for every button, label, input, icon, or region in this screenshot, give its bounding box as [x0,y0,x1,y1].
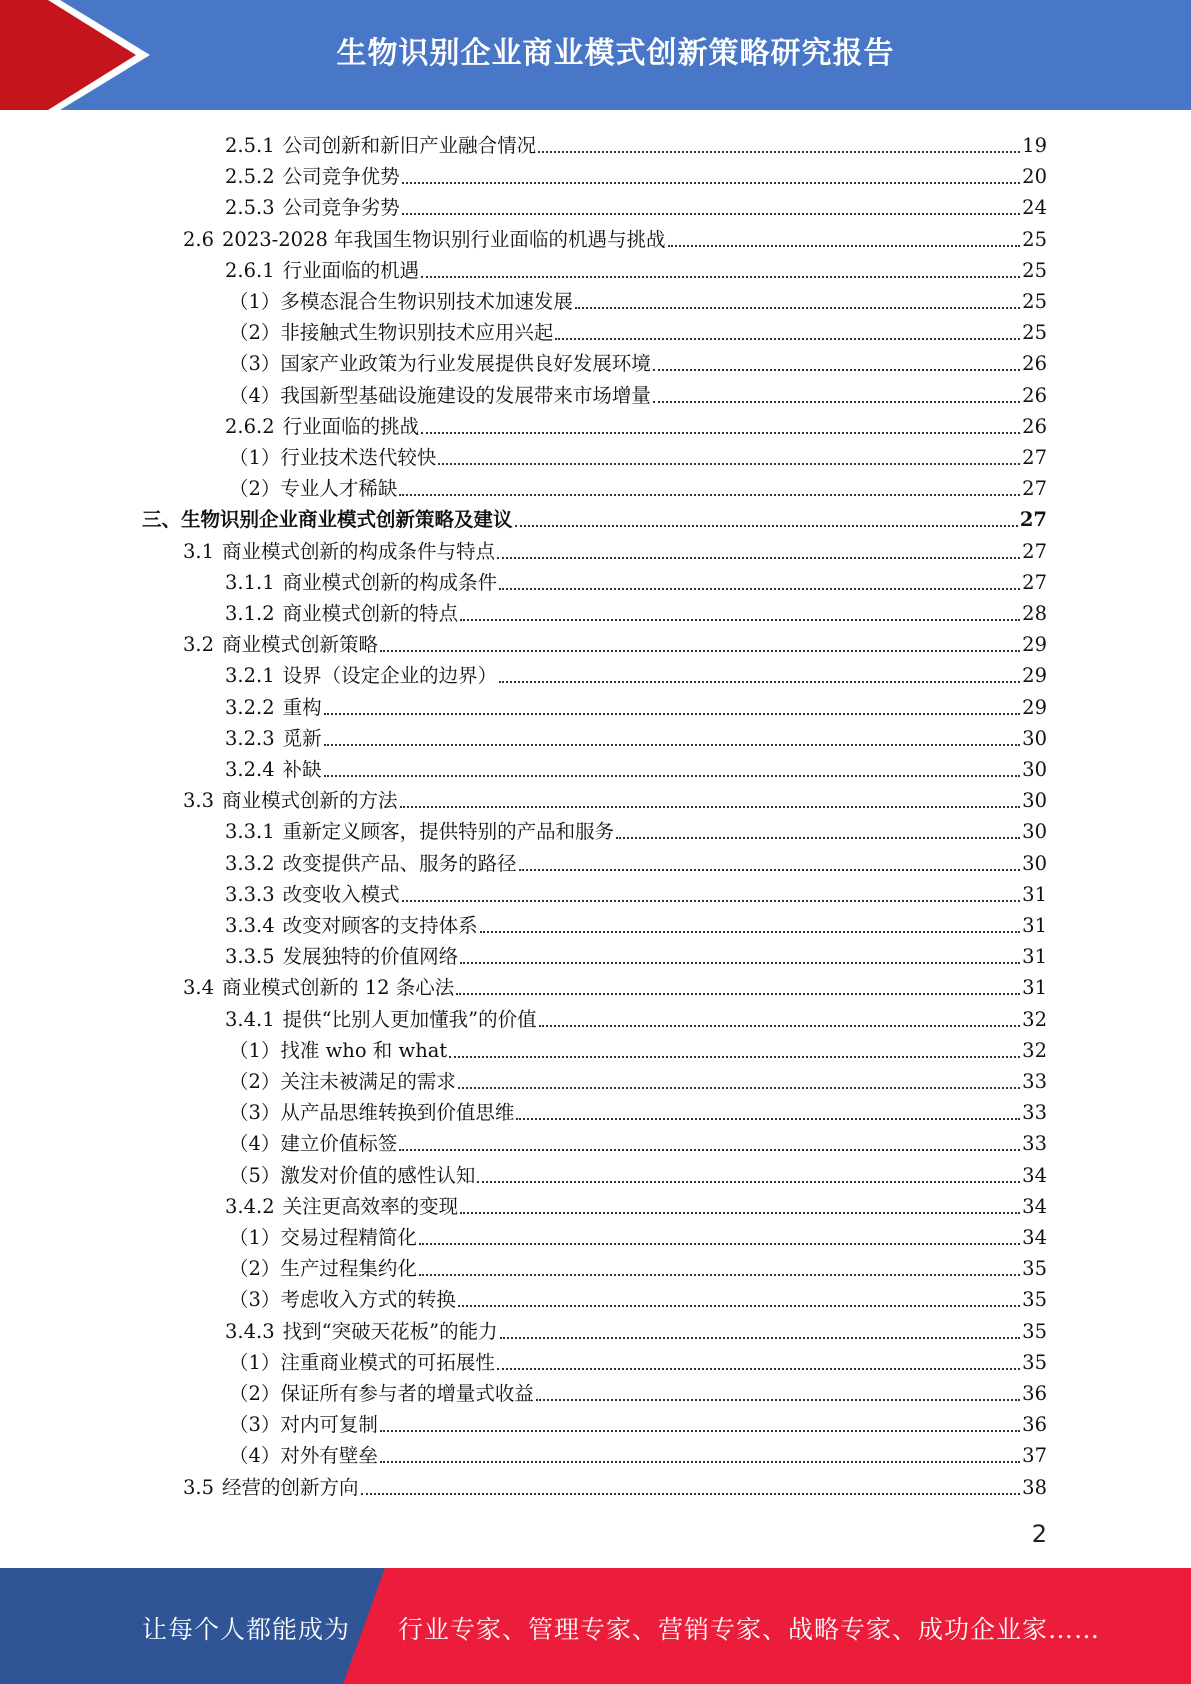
toc-entry-number: 3.2.2 [225,695,275,719]
toc-leader-dots [400,806,1021,808]
toc-entry-title: 商业模式创新的构成条件 [282,570,498,594]
toc-entry-number: （3） [229,1288,281,1312]
toc-leader-dots [402,182,1021,184]
toc-entry-title: 公司竞争优势 [282,165,400,189]
toc-entry-number: 3.4.3 [225,1319,275,1343]
toc-leader-dots [539,1025,1021,1027]
toc-entry[interactable] [183,782,1047,813]
toc-entry-page: 37 [1022,1444,1047,1468]
toc-entry-number: 3.1.1 [225,570,275,594]
toc-entry[interactable] [225,938,1047,969]
toc-entry-title: 非接触式生物识别技术应用兴起 [280,321,554,345]
toc-entry[interactable] [229,1375,1047,1406]
toc-entry-title: 商业模式创新的构成条件与特点 [222,539,496,563]
toc-entry-page: 24 [1022,196,1047,220]
toc-entry-number: 3.3.3 [225,882,275,906]
toc-entry-title: 重新定义顾客，提供特别的产品和服务 [282,820,615,844]
toc-entry-number: （3） [229,1413,281,1437]
toc-leader-dots [499,588,1020,590]
toc-entry-title: 2023-2028 年我国生物识别行业面临的机遇与挑战 [222,227,666,251]
toc-entry-title: 改变对顾客的支持体系 [282,914,478,937]
toc-leader-dots [575,307,1020,309]
toc-entry-page: 30 [1022,758,1047,781]
toc-entry-page: 34 [1022,1194,1047,1218]
toc-entry-number: 3.4.1 [225,1007,275,1031]
toc-entry[interactable] [225,751,1047,782]
toc-leader-dots [536,1399,1020,1401]
toc-leader-dots [449,1056,1020,1058]
toc-leader-dots [460,619,1020,621]
toc-entry-title: 建立价值标签 [280,1132,398,1156]
toc-leader-dots [361,1493,1021,1495]
toc-entry[interactable] [229,1157,1047,1188]
toc-entry-page: 19 [1022,134,1047,157]
toc-entry-page: 38 [1022,1475,1047,1499]
page-number: 2 [1031,1520,1047,1548]
toc-entry[interactable] [225,657,1047,688]
toc-entry-page: 31 [1022,914,1047,937]
toc-entry-title: 行业技术迭代较快 [280,446,437,469]
toc-entry-number: （4） [229,383,281,407]
toc-leader-dots [380,650,1020,652]
toc-entry-page: 36 [1022,1382,1047,1405]
toc-entry-page: 31 [1022,976,1047,1000]
toc-leader-dots [399,1149,1020,1151]
toc-entry-number: （2） [229,1257,281,1281]
toc-entry-number: 3.4.2 [225,1194,275,1218]
toc-entry-title: 经营的创新方向 [222,1475,359,1499]
toc-entry-title: 公司竞争劣势 [282,196,400,220]
toc-entry[interactable] [225,127,1047,158]
toc-leader-dots [668,245,1021,247]
toc-entry-page: 27 [1022,539,1047,563]
toc-entry-title: 找到“突破天花板”的能力 [282,1319,498,1343]
toc-entry-number: （3） [229,1101,281,1125]
toc-entry-page: 33 [1022,1070,1047,1093]
toc-entry[interactable] [225,845,1047,876]
toc-entry-title: 国家产业政策为行业发展提供良好发展环境 [280,352,651,376]
toc-entry-number: 3.2.1 [225,664,275,688]
toc-entry-number: （1） [229,446,281,469]
toc-leader-dots [516,1118,1020,1120]
toc-entry-number: 3.1 [183,539,215,563]
toc-leader-dots [458,1087,1020,1089]
toc-entry-number: （1） [229,1350,281,1374]
toc-leader-dots [497,557,1020,559]
toc-entry-number: 3.1.2 [225,602,275,625]
toc-entry[interactable] [229,345,1047,376]
toc-entry[interactable] [225,408,1047,439]
toc-entry-number: 3.3.4 [225,914,275,937]
toc-entry-number: 3.3.2 [225,851,275,875]
toc-entry-number: （4） [229,1444,281,1468]
toc-leader-dots [380,1461,1020,1463]
toc-leader-dots [399,494,1020,496]
toc-leader-dots [497,1368,1020,1370]
toc-entry[interactable] [229,1250,1047,1281]
toc-entry-page: 20 [1022,165,1047,189]
toc-leader-dots [500,1337,1021,1339]
footer-slogan-left: 让每个人都能成为 [142,1615,351,1644]
toc-entry[interactable] [229,1063,1047,1094]
toc-entry-page: 31 [1022,945,1047,969]
toc-entry-number: 三、 [142,508,182,532]
toc-entry-title: 激发对价值的感性认知 [280,1163,476,1187]
toc-entry-title: 保证所有参与者的增量式收益 [280,1382,534,1405]
toc-entry-number: 3.2 [183,633,215,657]
toc-entry-number: （1） [229,1038,281,1062]
toc-entry-number: 2.6.2 [225,414,275,438]
toc-leader-dots [538,151,1020,153]
toc-entry-title: 改变提供产品、服务的路径 [282,851,517,875]
toc-leader-dots [324,775,1021,777]
toc-leader-dots [480,931,1021,933]
toc-entry-page: 27 [1019,508,1047,532]
toc-entry[interactable] [229,314,1047,345]
toc-entry-title: 商业模式创新策略 [222,633,379,657]
toc-entry-page: 27 [1022,570,1047,594]
toc-entry-page: 31 [1022,882,1047,906]
toc-entry-page: 35 [1022,1257,1047,1281]
toc-entry-title: 重构 [282,695,322,719]
toc-entry-page: 25 [1022,290,1047,313]
toc-entry[interactable] [225,689,1047,720]
toc-entry-page: 32 [1022,1007,1047,1031]
toc-entry-title: 考虑收入方式的转换 [280,1288,456,1312]
toc-entry-title: 商业模式创新的特点 [282,602,459,625]
toc-entry-page: 27 [1022,477,1047,501]
toc-entry[interactable] [229,283,1047,314]
toc-leader-dots [438,463,1020,465]
toc-entry[interactable] [229,1406,1047,1437]
toc-entry-title: 对外有壁垒 [280,1444,378,1468]
toc-leader-dots [456,993,1020,995]
toc-entry-page: 30 [1022,726,1047,750]
toc-leader-dots [519,869,1021,871]
toc-entry-page: 30 [1022,820,1047,844]
toc-entry[interactable] [225,813,1047,844]
toc-entry-number: （2） [229,1382,281,1405]
toc-entry-number: （2） [229,321,281,345]
toc-entry[interactable] [229,1125,1047,1156]
toc-entry-page: 28 [1022,602,1047,625]
toc-entry-page: 26 [1022,352,1047,376]
toc-leader-dots [653,369,1020,371]
toc-leader-dots [419,1243,1020,1245]
toc-entry-title: 注重商业模式的可拓展性 [280,1350,495,1374]
toc-entry-number: 3.2.4 [225,758,275,781]
toc-entry-page: 27 [1022,446,1047,469]
toc-leader-dots [616,837,1020,839]
toc-leader-dots [515,525,1018,527]
toc-entry[interactable] [225,720,1047,751]
toc-entry-number: 3.3 [183,789,215,813]
toc-entry-title: 生物识别企业商业模式创新策略及建议 [181,508,513,532]
toc-entry-page: 34 [1022,1163,1047,1187]
toc-entry[interactable] [183,533,1047,564]
toc-entry[interactable] [229,1281,1047,1312]
toc-entry-number: 2.5.3 [225,196,275,220]
toc-entry-number: （5） [229,1163,281,1187]
toc-entry-title: 专业人才稀缺 [280,477,398,501]
toc-leader-dots [458,1305,1020,1307]
toc-entry[interactable] [229,1437,1047,1468]
toc-entry[interactable] [229,1032,1047,1063]
toc-entry-number: （2） [229,1070,281,1093]
toc-entry-title: 公司创新和新旧产业融合情况 [282,134,537,157]
toc-entry[interactable] [229,1094,1047,1125]
toc-entry-title: 发展独特的价值网络 [282,945,459,969]
toc-entry-number: （1） [229,1226,281,1249]
toc-entry[interactable] [142,501,1047,532]
toc-entry-page: 26 [1022,383,1047,407]
toc-entry-number: 3.4 [183,976,215,1000]
toc-entry-title: 多模态混合生物识别技术加速发展 [280,290,573,313]
toc-entry-page: 25 [1022,321,1047,345]
toc-entry-title: 设界（设定企业的边界） [282,664,498,688]
toc-leader-dots [499,681,1020,683]
toc-entry-title: 改变收入模式 [282,882,400,906]
toc-leader-dots [460,1212,1020,1214]
toc-entry-page: 36 [1022,1413,1047,1437]
toc-entry-page: 29 [1022,633,1047,657]
toc-entry-page: 29 [1022,664,1047,688]
toc-entry-number: 2.5.1 [225,134,275,157]
toc-entry[interactable] [225,1313,1047,1344]
toc-entry-title: 生产过程集约化 [280,1257,417,1281]
toc-entry[interactable] [225,1188,1047,1219]
toc-entry-title: 商业模式创新的方法 [222,789,398,813]
toc-entry-title: 提供“比别人更加懂我”的价值 [282,1007,537,1031]
toc-entry-number: （3） [229,352,281,376]
toc-entry-page: 35 [1022,1350,1047,1374]
toc-leader-dots [402,900,1021,902]
toc-entry[interactable] [183,221,1047,252]
toc-entry-number: （1） [229,290,281,313]
toc-entry[interactable] [225,564,1047,595]
toc-entry-page: 35 [1022,1319,1047,1343]
toc-leader-dots [380,1430,1020,1432]
toc-entry-page: 25 [1022,258,1047,282]
toc-entry-page: 35 [1022,1288,1047,1312]
toc-leader-dots [324,713,1021,715]
toc-entry[interactable] [229,470,1047,501]
toc-entry[interactable] [225,1001,1047,1032]
toc-entry[interactable] [225,189,1047,220]
toc-leader-dots [324,744,1021,746]
toc-entry-title: 商业模式创新的 12 条心法 [222,976,455,1000]
toc-leader-dots [419,1274,1020,1276]
toc-entry[interactable] [229,377,1047,408]
toc-leader-dots [653,401,1020,403]
toc-entry[interactable] [183,969,1047,1000]
toc-entry-title: 从产品思维转换到价值思维 [280,1101,515,1125]
toc-entry-number: 3.3.1 [225,820,275,844]
toc-entry-title: 补缺 [282,758,322,781]
toc-entry-page: 29 [1022,695,1047,719]
toc-leader-dots [555,338,1020,340]
toc-entry[interactable] [225,252,1047,283]
toc-leader-dots [421,432,1020,434]
toc-entry-page: 32 [1022,1038,1047,1062]
toc-entry-title: 行业面临的挑战 [282,414,420,438]
toc-entry-page: 33 [1022,1101,1047,1125]
toc-entry-title: 行业面临的机遇 [282,258,420,282]
toc-entry-page: 30 [1022,851,1047,875]
toc-entry-page: 34 [1022,1226,1047,1249]
toc-entry-title: 关注未被满足的需求 [280,1070,456,1093]
toc-entry-title: 关注更高效率的变现 [282,1194,459,1218]
toc-entry-number: 2.5.2 [225,165,275,189]
toc-entry[interactable] [229,439,1047,470]
toc-entry-title: 对内可复制 [280,1413,378,1437]
toc-entry[interactable] [225,907,1047,938]
toc-leader-dots [402,213,1021,215]
toc-leader-dots [477,1181,1020,1183]
toc-entry-number: （2） [229,477,281,501]
page-footer [0,1568,1191,1684]
toc-entry-number: 2.6 [183,227,215,251]
toc-entry[interactable] [225,595,1047,626]
toc-entry-number: （4） [229,1132,281,1156]
toc-entry-title: 交易过程精简化 [280,1226,417,1249]
toc-entry[interactable] [225,876,1047,907]
toc-entry-title: 找准 who 和 what [280,1038,448,1062]
toc-entry[interactable] [229,1219,1047,1250]
toc-leader-dots [460,962,1020,964]
toc-entry-number: 2.6.1 [225,258,275,282]
toc-entry[interactable] [183,626,1047,657]
toc-leader-dots [421,276,1020,278]
toc-entry-page: 33 [1022,1132,1047,1156]
toc-entry-page: 30 [1022,789,1047,813]
page-header [0,0,1191,110]
toc-entry-page: 26 [1022,414,1047,438]
toc-entry[interactable] [225,158,1047,189]
footer-slogan-right: 行业专家、管理专家、营销专家、战略专家、成功企业家…… [398,1615,1101,1644]
report-title: 生物识别企业商业模式创新策略研究报告 [336,36,895,71]
toc-entry[interactable] [229,1344,1047,1375]
toc-entry-title: 我国新型基础设施建设的发展带来市场增量 [280,383,651,407]
toc-entry-title: 觅新 [282,726,322,750]
toc-entry-number: 3.2.3 [225,726,275,750]
toc-entry[interactable] [183,1469,1047,1500]
toc-entry-number: 3.3.5 [225,945,275,969]
toc-entry-page: 25 [1022,227,1047,251]
toc-entry-number: 3.5 [183,1475,215,1499]
